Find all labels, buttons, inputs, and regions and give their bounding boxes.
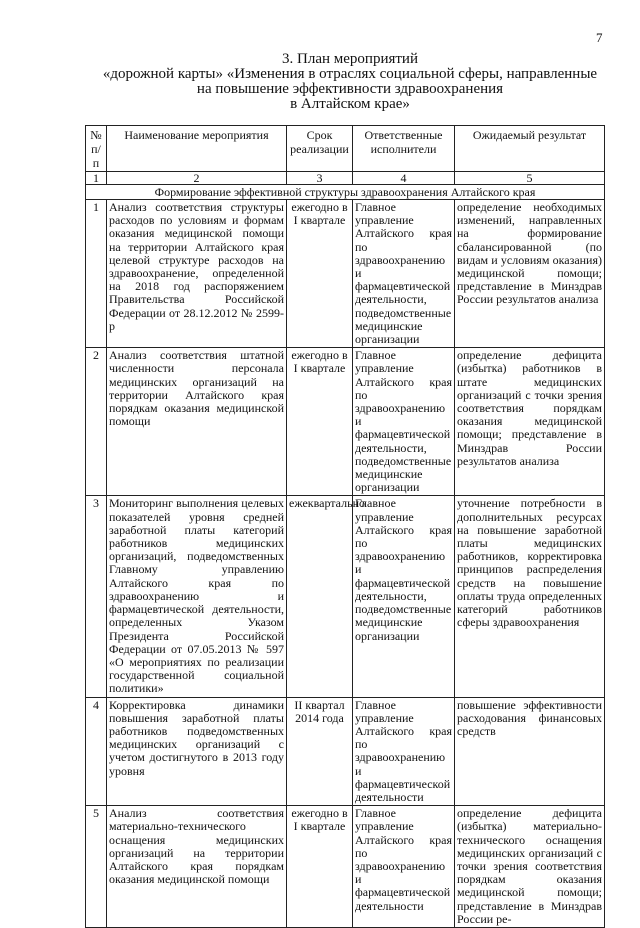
title-line-2: «дорожной карты» «Изменения в отраслях социальной сферы, направленные [102, 66, 598, 82]
row-num: 1 [86, 200, 107, 348]
row-num: 3 [86, 496, 107, 697]
row-result: определение необходимых изменений, направленных на формирование сбалансированной (по видам и условиям оказания) медицинской помощи; представление в Минздрав России результатов анализа [455, 200, 605, 348]
row-num: 5 [86, 806, 107, 928]
row-term: II квартал 2014 года [287, 697, 353, 806]
page-number: 7 [596, 30, 603, 45]
document-title [60, 52, 640, 112]
column-index: 4 [353, 172, 455, 185]
section-title: Формирование эффективной структуры здравоохранения Алтайского края [86, 185, 605, 200]
row-resp: Главное управление Алтайского края по здравоохранению и фармацевтической деятельности, подведомственные медицинские организации [353, 496, 455, 697]
row-result: определение дефицита (избытка) материально-технического оснащения медицинских организаций с точки зрения соответствия порядкам оказания медицинской помощи; представление в Минздрав России ре- [455, 806, 605, 928]
row-resp: Главное управление Алтайского края по здравоохранению и фармацевтической деятельности [353, 806, 455, 928]
header-resp: Ответственные исполнители [353, 126, 455, 172]
row-result: повышение эффективности расходования финансовых средств [455, 697, 605, 806]
action-plan-table [85, 125, 605, 928]
column-index: 5 [455, 172, 605, 185]
header-result: Ожидаемый результат [455, 126, 605, 172]
column-index: 1 [86, 172, 107, 185]
row-name: Анализ соответствия штатной численности персонала медицинских организаций на территории Алтайского края порядкам оказания медицинской помощи [107, 348, 287, 496]
row-term: ежегодно в I квартале [287, 348, 353, 496]
row-term: ежеквартально [287, 496, 353, 697]
title-line-4: в Алтайском крае» [290, 96, 410, 112]
row-name: Анализ соответствия структуры расходов по условиям и формам оказания медицинской помощи на территории Алтайского края целевой структуре расходов на здравоохранение, определенной на 2018 год распоряжением Правительства Российской Федерации от 28.12.2012 № 2599-р [107, 200, 287, 348]
row-name: Анализ соответствия материально-технического оснащения медицинских организаций на территории Алтайского края порядкам оказания медицинской помощи [107, 806, 287, 928]
row-result: уточнение потребности в дополнительных ресурсах на повышение заработной платы медицинских работников, корректировка принципов распределения средств на повышение оплаты труда определенных категорий работников сферы здравоохранения [455, 496, 605, 697]
row-num: 4 [86, 697, 107, 806]
table-row [86, 496, 605, 697]
title-line-1: 3. План мероприятий [282, 51, 418, 67]
row-result: определение дефицита (избытка) работников в штате медицинских организаций с точки зрения соответствия порядкам оказания медицинской помощи; представление в Минздрав России результатов анализа [455, 348, 605, 496]
table-row [86, 200, 605, 348]
column-index: 2 [107, 172, 287, 185]
section-row [86, 185, 605, 200]
row-resp: Главное управление Алтайского края по здравоохранению и фармацевтической деятельности, подведомственные медицинские организации [353, 348, 455, 496]
row-name: Корректировка динамики повышения заработной платы работников подведомственных медицинских организаций с учетом достигнутого в 2013 году уровня [107, 697, 287, 806]
title-line-3: на повышение эффективности здравоохранения [196, 81, 504, 97]
header-term: Срок реализации [287, 126, 353, 172]
row-resp: Главное управление Алтайского края по здравоохранению и фармацевтической деятельности, подведомственные медицинские организации [353, 200, 455, 348]
column-index: 3 [287, 172, 353, 185]
table-header-row [86, 126, 605, 172]
row-name: Мониторинг выполнения целевых показателей уровня средней заработной платы категорий работников медицинских организаций, подведомственных Главному управлению Алтайского края по здравоохранению и фармацевтической деятельности, определенных Указом Президента Российской Федерации от 07.05.2013 № 597 «О мероприятиях по реализации государственной социальной политики» [107, 496, 287, 697]
column-index-row [86, 172, 605, 185]
row-term: ежегодно в I квартале [287, 200, 353, 348]
header-num: № п/п [86, 126, 107, 172]
row-resp: Главное управление Алтайского края по здравоохранению и фармацевтической деятельности [353, 697, 455, 806]
table-row [86, 697, 605, 806]
row-num: 2 [86, 348, 107, 496]
table-row [86, 348, 605, 496]
row-term: ежегодно в I квартале [287, 806, 353, 928]
table-row [86, 806, 605, 928]
header-name: Наименование мероприятия [107, 126, 287, 172]
